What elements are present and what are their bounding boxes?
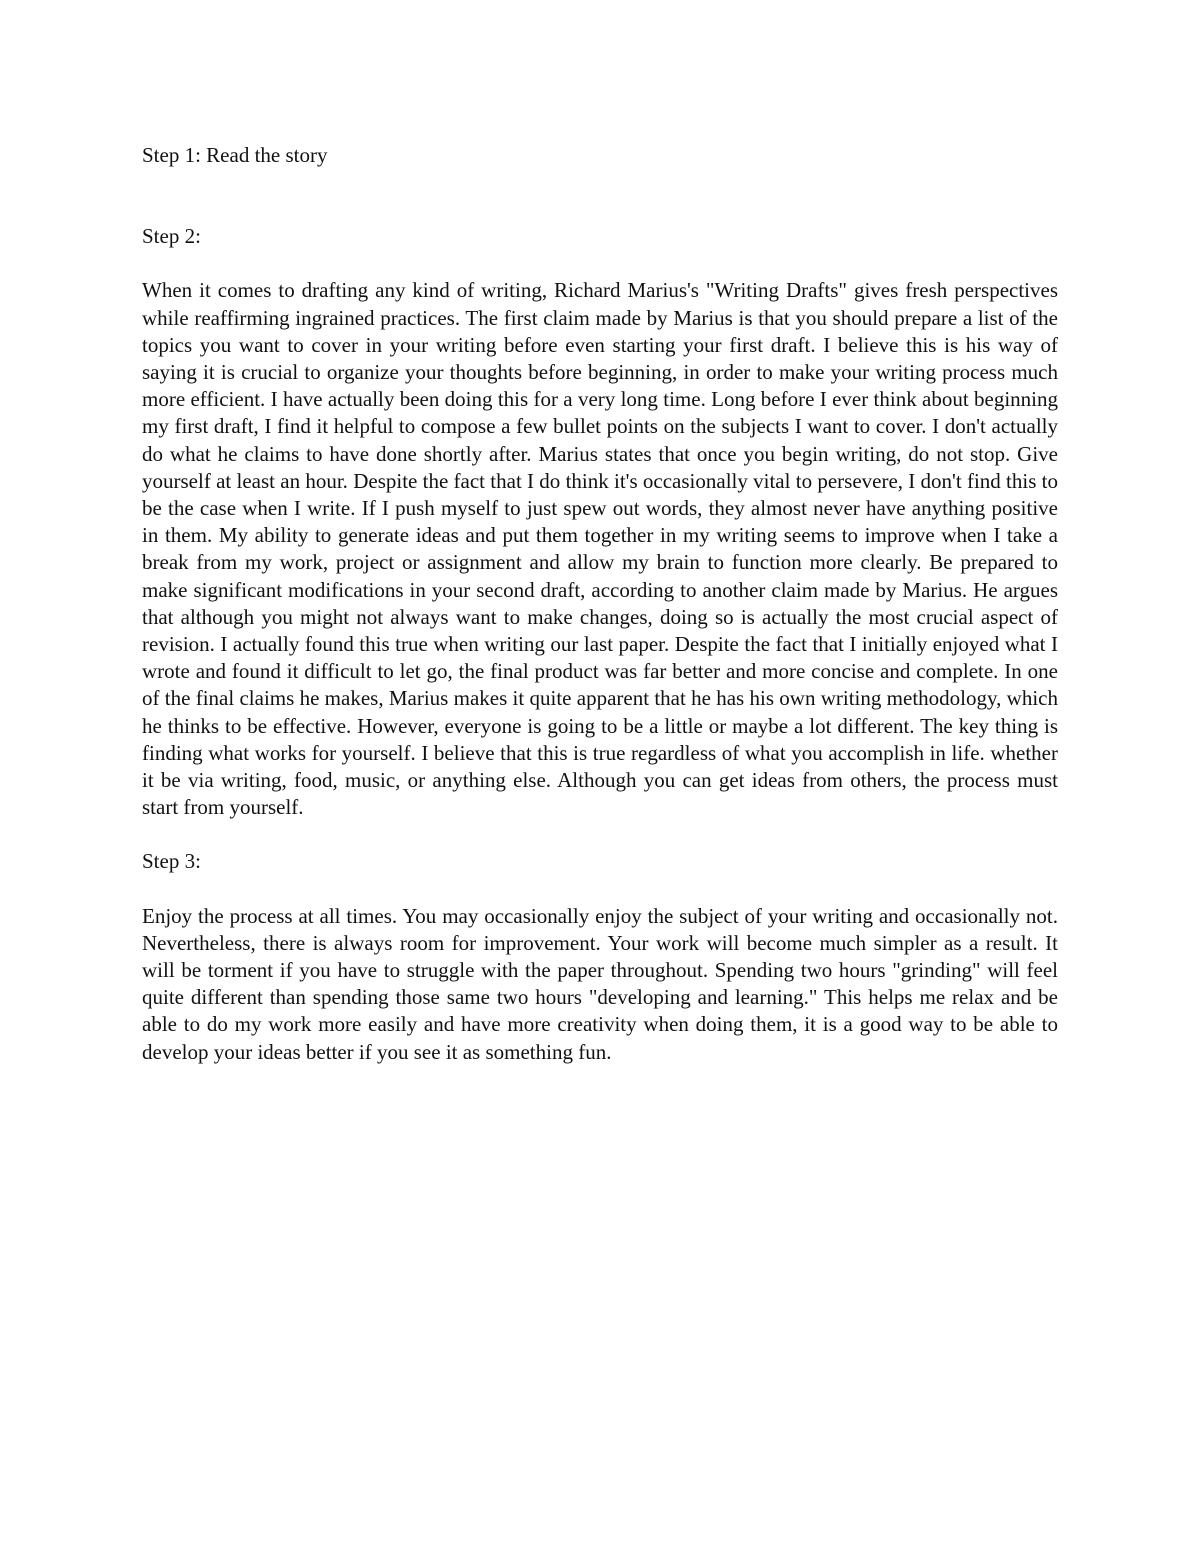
document-body bbox=[142, 142, 1058, 1066]
step-2-heading: Step 2: bbox=[142, 224, 201, 249]
step-1-heading: Step 1: Read the story bbox=[142, 143, 328, 167]
step-3-paragraph: Enjoy the process at all times. You may occasionally enjoy the subject of your writing and occasionally not. Nevertheless, there is always room for improvement. Your work will become much simpler as a result. It will be torment if you have to struggle with the paper throughout. Spending two hours "grinding" will feel quite different than spending those same two hours "developing and learning." This helps me relax and be able to do my work more easily and have more creativity when doing them, it is a good way to be able to develop your ideas better if you see it as something fun. bbox=[142, 903, 1058, 1064]
step-2-paragraph: When it comes to drafting any kind of writing, Richard Marius's "Writing Drafts" gives fresh perspectives while reaffirming ingrained practices. The first claim made by Marius is that you should prepare a list of the topics you want to cover in your writing before even starting your first draft. I believe this is his way of saying it is crucial to organize your thoughts before beginning, in order to make your writing process much more efficient. I have actually been doing this for a very long time. Long before I ever think about beginning my first draft, I find it helpful to compose a few bullet points on the subjects I want to cover. I don't actually do what he claims to have done shortly after. Marius states that once you begin writing, do not stop. Give yourself at least an hour. Despite the fact that I do think it's occasionally vital to persevere, I don't find this to be the case when I write. If I push myself to just spew out words, they almost never have anything positive in them. My ability to generate ideas and put them together in my writing seems to improve when I take a break from my work, project or assignment and allow my brain to function more clearly. Be prepared to make significant modifications in your second draft, according to another claim made by Marius. He argues that although you might not always want to make changes, doing so is actually the most crucial aspect of revision. I actually found this true when writing our last paper. Despite the fact that I initially enjoyed what I wrote and found it difficult to let go, the final product was far better and more concise and complete. In one of the final claims he makes, Marius makes it quite apparent that he has his own writing methodology, which he thinks to be effective. However, everyone is going to be a little or maybe a lot different. The key thing is finding what works for yourself. I believe that this is true regardless of what you accomplish in life. whether it be via writing, food, music, or anything else. Although you can get ideas from others, the process must start from yourself. bbox=[142, 278, 1058, 820]
step-3-heading: Step 3: bbox=[142, 849, 201, 874]
